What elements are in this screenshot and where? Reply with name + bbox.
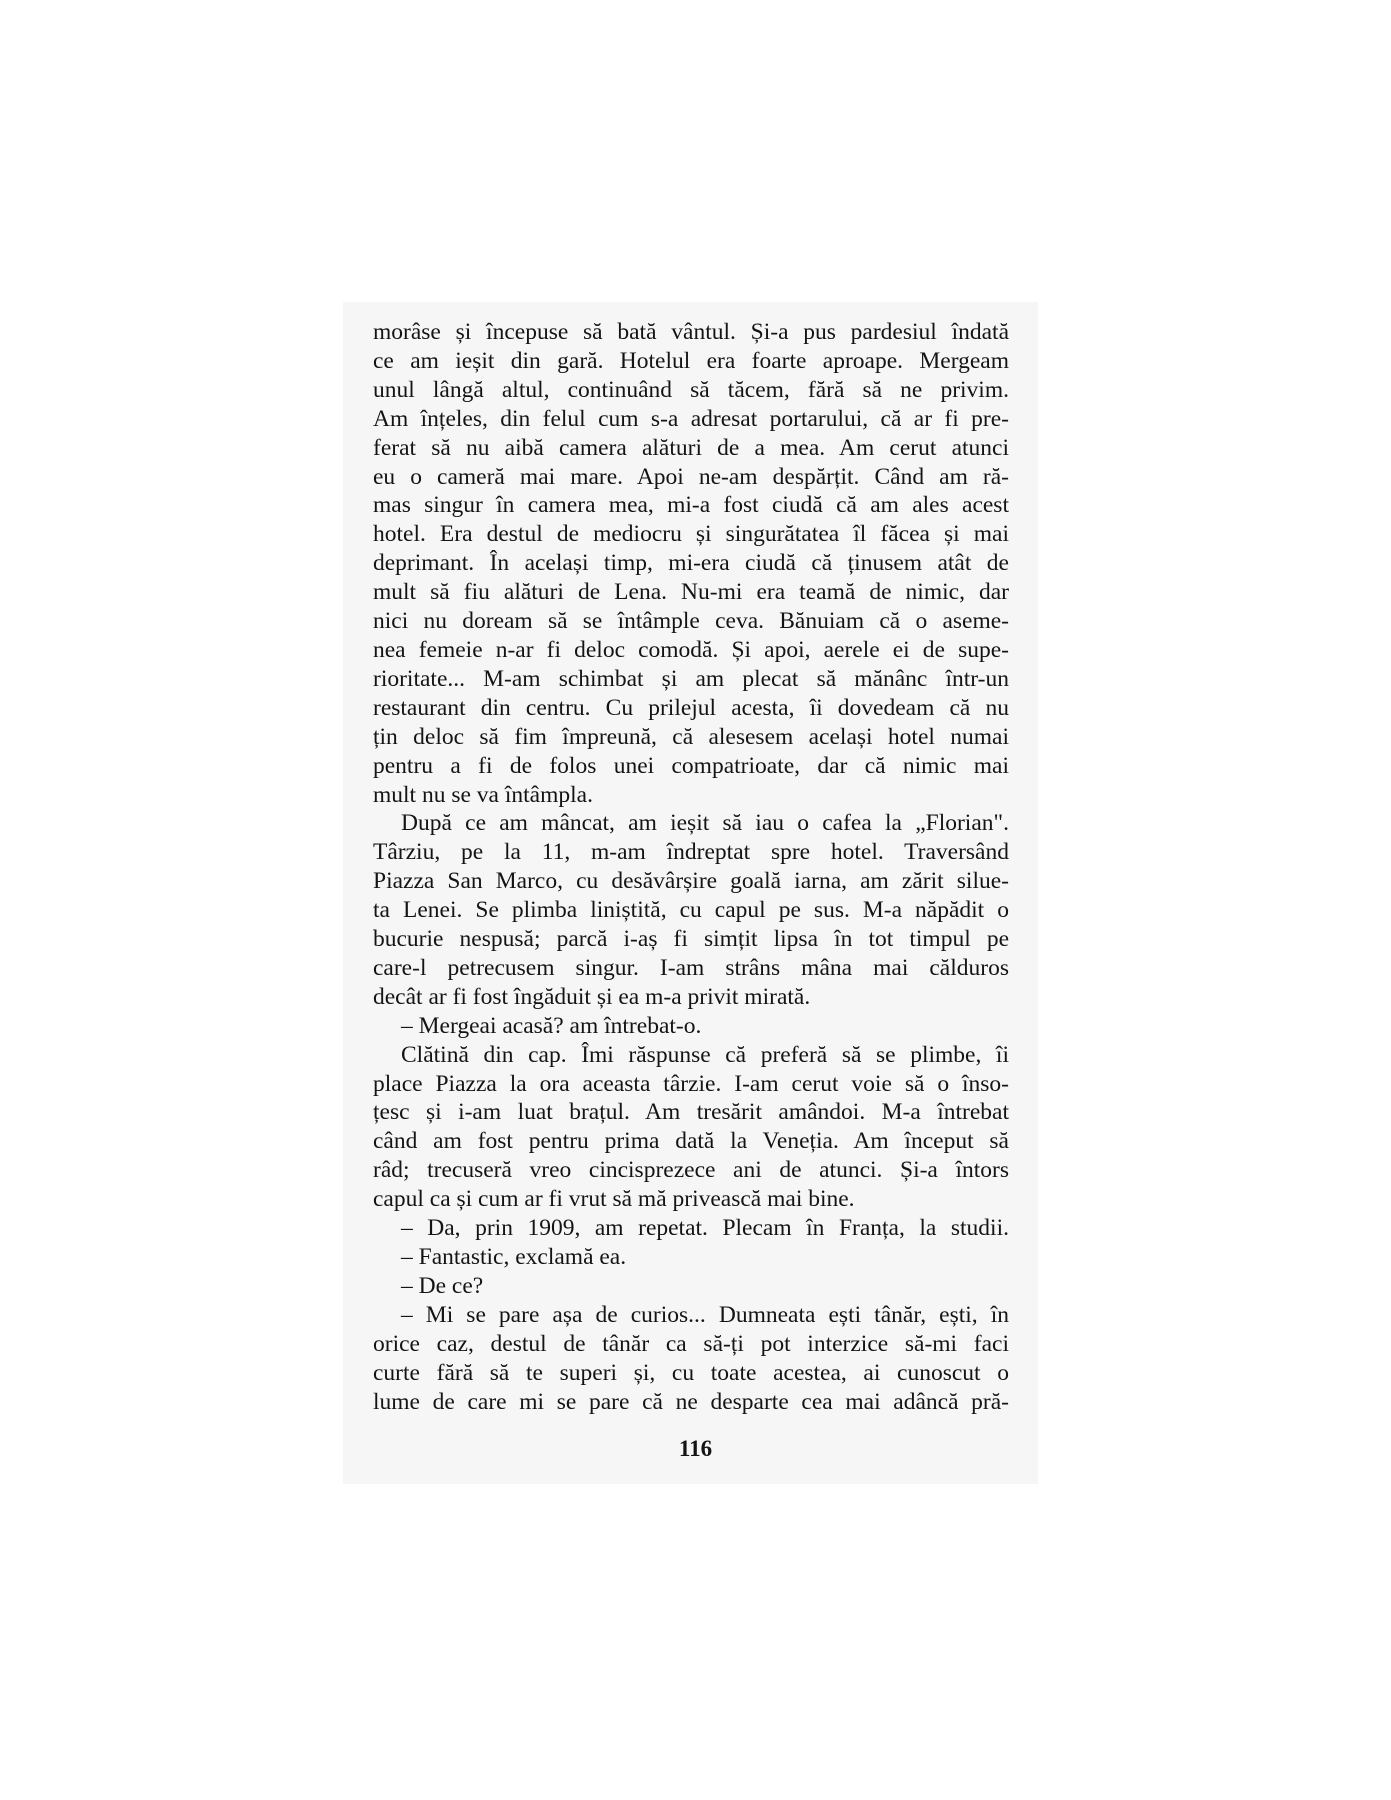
text-line: rioritate... M-am schimbat și am plecat să mănânc într-un [373,665,1009,692]
page-number: 116 [678,1436,713,1461]
text-line: unul lângă altul, continuând să tăcem, fără să ne privim. [373,376,1009,403]
text-line: decât ar fi fost îngăduit și ea m-a privit mirată. [373,983,811,1010]
text-line: eu o cameră mai mare. Apoi ne-am despărțit. Când am ră- [373,463,1009,490]
text-line: mult nu se va întâmpla. [373,781,593,808]
body-text [373,318,1009,1416]
text-line: hotel. Era destul de mediocru și singurătatea îl făcea și mai [373,521,1009,548]
text-line: râd; trecuseră vreo cincisprezece ani de atunci. Și-a întors [373,1157,1009,1184]
text-line: nici nu doream să se întâmple ceva. Bănuiam că o aseme- [373,608,1009,635]
text-line: – De ce? [401,1272,484,1299]
text-line: mult să fiu alături de Lena. Nu-mi era teamă de nimic, dar [373,579,1009,606]
text-line: ferat să nu aibă camera alături de a mea. Am cerut atunci [373,434,1009,461]
text-line: morâse și începuse să bată vântul. Și-a pus pardesiul îndată [373,319,1009,345]
text-line: orice caz, destul de tânăr ca să-ți pot interzice să-mi faci [373,1330,1009,1357]
text-line: deprimant. În același timp, mi-era ciudă că ținusem atât de [373,550,1009,577]
text-line: mas singur în camera mea, mi-a fost ciudă că am ales acest [373,492,1009,519]
text-line: Clătină din cap. Îmi răspunse că preferă să se plimbe, îi [401,1041,1009,1068]
text-line: pentru a fi de folos unei compatrioate, dar că nimic mai [373,752,1009,779]
text-line: când am fost pentru prima dată la Veneția. Am început să [373,1128,1009,1155]
text-line: Am înțeles, din felul cum s-a adresat portarului, că ar fi pre- [373,405,1009,432]
text-line: nea femeie n-ar fi deloc comodă. Și apoi, aerele ei de supe- [373,636,1009,663]
text-line: lume de care mi se pare că ne desparte cea mai adâncă pră- [373,1388,1009,1415]
text-line: – Mi se pare așa de curios... Dumneata ești tânăr, ești, în [401,1301,1009,1328]
text-line: capul ca și cum ar fi vrut să mă privească mai bine. [373,1186,855,1213]
text-line: – Da, prin 1909, am repetat. Plecam în Franța, la studii. [401,1215,1009,1242]
text-line: După ce am mâncat, am ieșit să iau o cafea la „Florian". [401,810,1009,837]
text-line: – Fantastic, exclamă ea. [401,1244,627,1270]
text-line: bucurie nespusă; parcă i-aș fi simțit lipsa în tot timpul pe [373,926,1009,953]
text-line: ta Lenei. Se plimba liniștită, cu capul pe sus. M-a năpădit o [373,897,1009,924]
text-line: ce am ieșit din gară. Hotelul era foarte aproape. Mergeam [373,347,1009,374]
text-line: restaurant din centru. Cu prilejul acesta, îi dovedeam că nu [373,694,1009,721]
text-line: – Mergeai acasă? am întrebat-o. [401,1012,702,1039]
text-line: Piazza San Marco, cu desăvârșire goală iarna, am zărit siluе- [373,868,1009,895]
text-line: care-l petrecusem singur. I-am strâns mâna mai călduros [373,954,1009,981]
text-line: place Piazza la ora aceasta târzie. I-am cerut voie să o înso- [373,1070,1009,1097]
text-line: țin deloc să fim împreună, că alesesem același hotel numai [373,723,1009,750]
text-line: Târziu, pe la 11, m-am îndreptat spre hotel. Traversând [373,839,1009,866]
text-line: țesc și i-am luat brațul. Am tresărit amândoi. M-a întrebat [373,1099,1009,1126]
text-line: curte fără să te superi și, cu toate acestea, ai cunoscut o [373,1359,1009,1386]
